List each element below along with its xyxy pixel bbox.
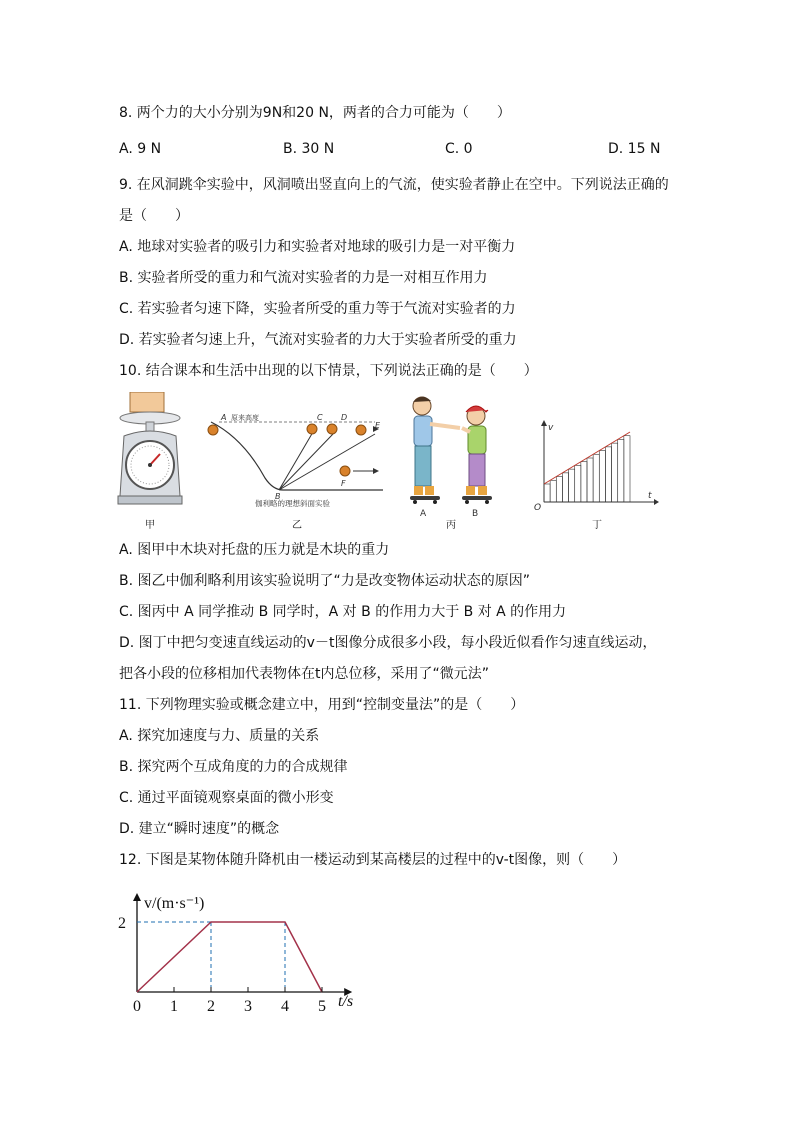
figure-yi-point-d: D [341,413,348,422]
vt-x-tick-label: 3 [244,998,252,1015]
vt-x-tick-label: 4 [281,998,289,1015]
q8-option-b: B. 30 N [283,141,335,157]
figure-yi-point-c: C [317,413,323,422]
q10-stem: 10. 结合课本和生活中出现的以下情景，下列说法正确的是（ ） [119,363,538,379]
figure-yi-inclined-plane [203,408,393,508]
figure-ding-strip [575,465,581,502]
vt-y-axis-arrow [133,893,141,901]
q12-stem: 12. 下图是某物体随升降机由一楼运动到某高楼层的过程中的v-t图像，则（ ） [119,852,627,868]
figure-ding-origin: O [534,503,542,512]
figure-ding-strip [605,447,611,502]
figure-ding-strip [556,477,562,502]
figure-yi-point-b: B [275,492,281,501]
q11-option-d: D. 建立“瞬时速度”的概念 [119,821,280,837]
figure-ding-axis-t: t [648,491,652,501]
figure-jia-scale [116,392,186,510]
q11-option-b: B. 探究两个互成角度的力的合成规律 [119,759,348,775]
vt-x-tick-label: 5 [318,998,326,1015]
vt-chart-xlabel: t/s [338,993,354,1010]
figure-ding-axis-v: v [548,423,554,433]
figure-yi-caption: 乙 [292,520,302,531]
figure-ding-strip [581,462,587,502]
figure-ding-strip [618,439,624,502]
q8-stem: 8. 两个力的大小分别为9N和20 N，两者的合力可能为（ ） [119,105,511,121]
q10-option-a: A. 图甲中木块对托盘的压力就是木块的重力 [119,542,390,558]
figure-ding-strip [599,451,605,502]
vt-x-tick-label: 2 [207,998,215,1015]
figure-yi-point-f: F [341,479,346,488]
figure-ding-strip [569,469,575,502]
q9-stem-line2: 是（ ） [119,208,189,224]
q9-option-d: D. 若实验者匀速上升，气流对实验者的力大于实验者所受的重力 [119,332,517,348]
vt-y-tick-label: 2 [118,915,126,932]
figure-yi-text-original-height: 原来高度 [231,414,259,422]
q8-option-a: A. 9 N [119,141,162,157]
figure-jia-caption: 甲 [145,520,155,531]
figure-ding-strip [624,436,630,502]
q11-option-a: A. 探究加速度与力、质量的关系 [119,728,320,744]
figure-ding-strip [593,454,599,502]
figure-ding-vt-strips [530,420,660,512]
figure-yi-point-e: E [375,421,381,430]
figure-bing-label-a: A [420,509,427,519]
q9-option-a: A. 地球对实验者的吸引力和实验者对地球的吸引力是一对平衡力 [119,239,516,255]
figure-ding-strip [544,484,550,502]
q11-stem: 11. 下列物理实验或概念建立中，用到“控制变量法”的是（ ） [119,697,525,713]
vt-x-tick-label: 1 [170,998,178,1015]
q8-option-d: D. 15 N [608,141,661,157]
q8-option-c: C. 0 [445,141,473,157]
vt-x-tick-label: 0 [133,998,141,1015]
q9-option-c: C. 若实验者匀速下降，实验者所受的重力等于气流对实验者的力 [119,301,516,317]
figure-ding-strip [550,480,556,502]
figure-ding-strip [587,458,593,502]
figure-ding-strip [562,473,568,502]
q9-stem-line1: 9. 在风洞跳伞实验中，风洞喷出竖直向上的气流，使实验者静止在空中。下列说法正确的 [119,177,669,193]
q10-option-d-line2: 把各小段的位移相加代表物体在t内总位移，采用了“微元法” [119,666,489,682]
q10-option-b: B. 图乙中伽利略利用该实验说明了“力是改变物体运动状态的原因” [119,573,531,589]
vt-chart-series [137,922,322,992]
q10-option-d-line1: D. 图丁中把匀变速直线运动的v－t图像分成很多小段，每小段近似看作匀速直线运动， [119,635,657,651]
figure-ding-caption: 丁 [592,520,602,531]
figure-ding-strip [612,443,618,502]
figure-ding-strips [544,436,630,502]
figure-bing-label-b: B [472,509,479,519]
vt-chart-ticks [118,915,326,1015]
figure-bing-caption: 丙 [446,520,456,531]
vt-chart-guides [137,922,285,992]
q12-vt-chart [110,888,370,1018]
figure-yi-point-a: A [221,413,227,422]
vt-chart-ylabel: v/(m·s⁻¹) [144,895,205,912]
figure-yi-text-experiment: 伽利略的理想斜面实验 [255,499,330,508]
q9-option-b: B. 实验者所受的重力和气流对实验者的力是一对相互作用力 [119,270,488,286]
vt-series-line [137,922,322,992]
q10-option-c: C. 图丙中 A 同学推动 B 同学时，A 对 B 的作用力大于 B 对 A 的作用力 [119,604,567,620]
figure-bing-skateboarders [400,392,500,520]
q11-option-c: C. 通过平面镜观察桌面的微小形变 [119,790,334,806]
